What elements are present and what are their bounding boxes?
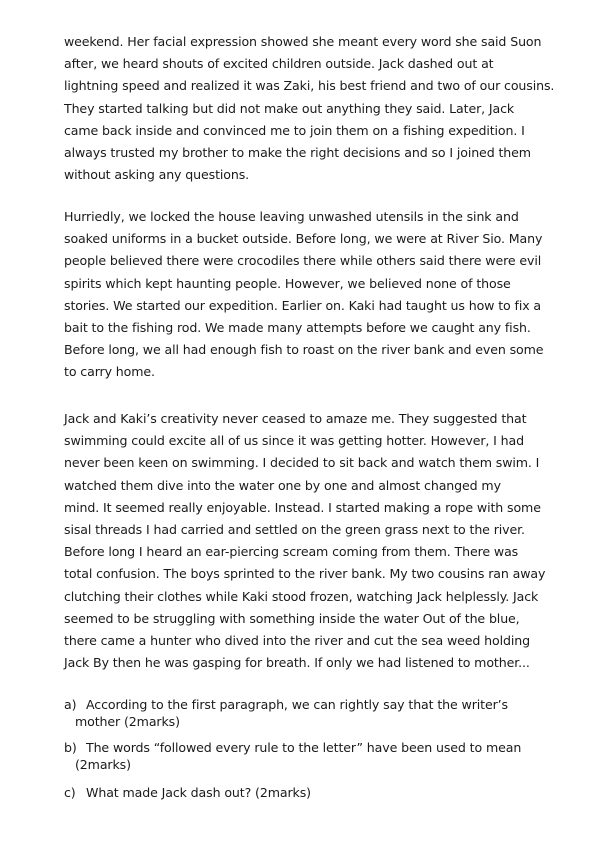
question-text-continued: mother (2marks) — [75, 713, 180, 729]
text-line: sisal threads I had carried and settled on the green grass next to the river. — [64, 522, 525, 538]
text-line: total confusion. The boys sprinted to the river bank. My two cousins ran away — [64, 566, 546, 582]
question-text-continued: (2marks) — [75, 756, 131, 772]
text-line: spirits which kept haunting people. However, we believed none of those — [64, 275, 511, 291]
paragraph-2 — [64, 206, 554, 384]
text-line: mind. It seemed really enjoyable. Instead. I started making a rope with some — [64, 499, 541, 515]
text-line: Before long, we all had enough fish to roast on the river bank and even some — [64, 342, 544, 358]
text-line: clutching their clothes while Kaki stood frozen, watching Jack helplessly. Jack — [64, 588, 539, 604]
text-line: after, we heard shouts of excited children outside. Jack dashed out at — [64, 56, 494, 72]
text-line: Jack and Kaki’s creativity never ceased to amaze me. They suggested that — [64, 411, 527, 426]
text-line: lightning speed and realized it was Zaki, his best friend and two of our cousins. — [64, 78, 555, 94]
text-line: bait to the fishing rod. We made many attempts before we caught any fish. — [64, 320, 531, 336]
question-b — [64, 740, 534, 773]
text-line: never been keen on swimming. I decided to sit back and watch them swim. I — [64, 455, 540, 471]
question-text: According to the first paragraph, we can rightly say that the writer’s — [86, 697, 508, 712]
text-line: watched them dive into the water one by one and almost changed my — [64, 477, 501, 493]
paragraph-3 — [64, 408, 554, 674]
question-a — [64, 697, 534, 730]
text-line: to carry home. — [64, 364, 155, 380]
text-line: people believed there were crocodiles there while others said there were evil — [64, 253, 542, 269]
question-label: b) — [64, 740, 77, 755]
text-line: always trusted my brother to make the right decisions and so I joined them — [64, 145, 531, 161]
text-line: soaked uniforms in a bucket outside. Before long, we were at River Sio. Many — [64, 231, 543, 247]
question-text: What made Jack dash out? (2marks) — [86, 785, 311, 800]
text-line: there came a hunter who dived into the river and cut the sea weed holding — [64, 633, 530, 649]
text-line: seemed to be struggling with something inside the water Out of the blue, — [64, 610, 520, 626]
text-line: weekend. Her facial expression showed she meant every word she said Suon — [64, 34, 542, 49]
text-line: came back inside and convinced me to join them on a fishing expedition. I — [64, 122, 525, 138]
text-line: Jack By then he was gasping for breath. If only we had listened to mother... — [64, 655, 530, 671]
paragraph-1 — [64, 31, 554, 186]
text-line: Hurriedly, we locked the house leaving unwashed utensils in the sink and — [64, 209, 519, 224]
text-line: They started talking but did not make out anything they said. Later, Jack — [64, 100, 515, 116]
text-line: Before long I heard an ear-piercing scream coming from them. There was — [64, 544, 519, 560]
question-label: c) — [64, 785, 76, 800]
text-line: stories. We started our expedition. Earlier on. Kaki had taught us how to fix a — [64, 297, 542, 313]
question-label: a) — [64, 697, 77, 712]
question-c — [64, 785, 534, 802]
question-text: The words “followed every rule to the letter” have been used to mean — [86, 740, 522, 755]
text-line: swimming could excite all of us since it was getting hotter. However, I had — [64, 433, 524, 449]
text-line: without asking any questions. — [64, 167, 250, 183]
